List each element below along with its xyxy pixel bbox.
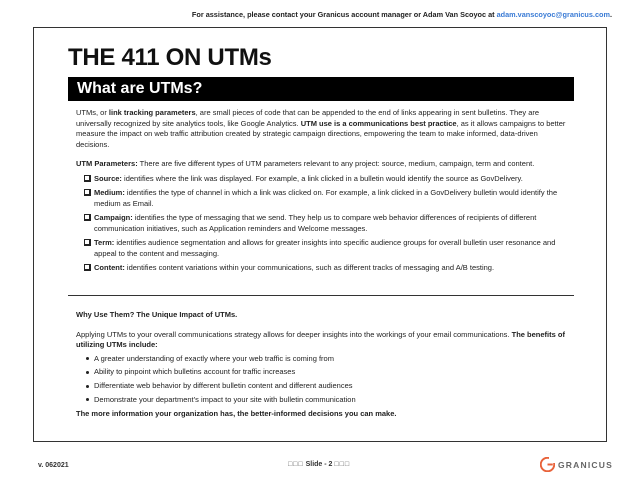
param-desc: identifies content variations within your communications, such as different tracks of messaging and A/B testing. (124, 263, 495, 272)
checkbox-icon (84, 239, 90, 245)
benefit-text: A greater understanding of exactly where your web traffic is coming from (94, 353, 334, 363)
utm-parameter-list (76, 174, 572, 274)
assistance-period: . (609, 10, 612, 19)
benefit-text: Demonstrate your department’s impact to your site with bulletin communication (94, 394, 356, 404)
list-item (76, 395, 572, 406)
params-text: There are five different types of UTM parameters relevant to any project: source, medium, campaign, term and content. (137, 159, 535, 168)
list-item (76, 354, 572, 365)
checkbox-icon (84, 189, 90, 195)
brand-name: GRANICUS (558, 459, 613, 470)
bullet-icon (86, 357, 89, 360)
closing-statement (76, 409, 572, 420)
param-desc: identifies audience segmentation and allows for greater insights into specific audience groups for overall bulletin user resonance and appeal to the content and messaging. (94, 238, 556, 258)
benefit-text: Differentiate web behavior by different bulletin content and different audiences (94, 381, 353, 391)
benefit-text: Ability to pinpoint which bulletins account for traffic increases (94, 367, 296, 377)
params-paragraph (76, 159, 572, 170)
params-label: UTM Parameters: (76, 159, 138, 168)
param-desc: identifies where the link was displayed. For example, a link clicked in a bulletin would identify the source as GovDelivery. (121, 173, 523, 183)
benefits-list (76, 354, 572, 406)
list-item (76, 238, 572, 259)
intro-text-1: UTMs, or (76, 108, 109, 117)
intro-text-2: , are small pieces of code that can be appended to the end of links appearing in sent bulletins. They are universally recognized by site analytics tools, like Google Analytics. (76, 108, 540, 128)
why-paragraph (76, 330, 572, 351)
list-item (76, 367, 572, 378)
list-item (76, 174, 572, 185)
granicus-logo (540, 457, 613, 472)
intro-paragraph (76, 108, 572, 150)
checkbox-icon (84, 264, 90, 270)
intro-content (76, 108, 572, 278)
why-text: Applying UTMs to your overall communications strategy allows for deeper insights into the workings of your email communications. (76, 329, 512, 339)
bullet-icon (86, 385, 89, 388)
list-item (76, 213, 572, 234)
list-item (76, 263, 572, 274)
why-heading-text: Why Use Them? The Unique Impact of UTMs. (76, 310, 238, 319)
why-bold: The benefits of utilizing UTMs include: (76, 329, 565, 349)
param-desc: identifies the type of channel in which a link was clicked on. For example, a link clicked in a GovDelivery bulletin would identify the medium as Email. (94, 188, 558, 208)
assistance-note (0, 10, 612, 19)
list-item (76, 188, 572, 209)
section-heading-bar (68, 77, 574, 101)
intro-bold-1: link tracking parameters (108, 108, 196, 117)
granicus-g-logo-icon (540, 457, 555, 472)
contact-email-link[interactable]: adam.vanscoyoc@granicus.com (496, 10, 610, 19)
checkbox-icon (84, 214, 90, 220)
checkbox-icon (84, 175, 90, 181)
param-term: Medium: (94, 188, 125, 197)
list-item (76, 381, 572, 392)
intro-text-3: , as it allows campaigns to better measure the impact on web traffic attribution created by strategic campaign directions, empowering the team to make informed, data-driven decisions. (76, 118, 566, 149)
param-term: Campaign: (94, 213, 133, 222)
param-desc: identifies the type of messaging that we send. They help us to compare web behavior differences of recipients of different communication initiatives, such as Application reminders and Welcome messages. (94, 213, 537, 233)
why-content (76, 310, 572, 419)
param-term: Term: (94, 238, 115, 247)
page-title: THE 411 ON UTMs (68, 44, 272, 71)
box-glyphs-left: □□□ (287, 461, 304, 468)
assistance-text: For assistance, please contact your Granicus account manager or Adam Van Scoyoc at (191, 10, 497, 19)
bullet-icon (86, 371, 89, 374)
section-title: What are UTMs? (77, 80, 203, 97)
box-glyphs-right: □□□ (334, 461, 351, 468)
param-term: Source: (94, 173, 122, 183)
param-term: Content: (94, 263, 125, 272)
section-divider (68, 295, 574, 296)
slide-label: Slide - 2 (305, 461, 333, 468)
version-label: v. 062021 (38, 462, 69, 469)
closing-text: The more information your organization has, the better-informed decisions you can make. (76, 408, 397, 418)
why-heading (76, 310, 572, 321)
intro-bold-2: UTM use is a communications best practice (300, 118, 457, 128)
bullet-icon (86, 398, 89, 401)
